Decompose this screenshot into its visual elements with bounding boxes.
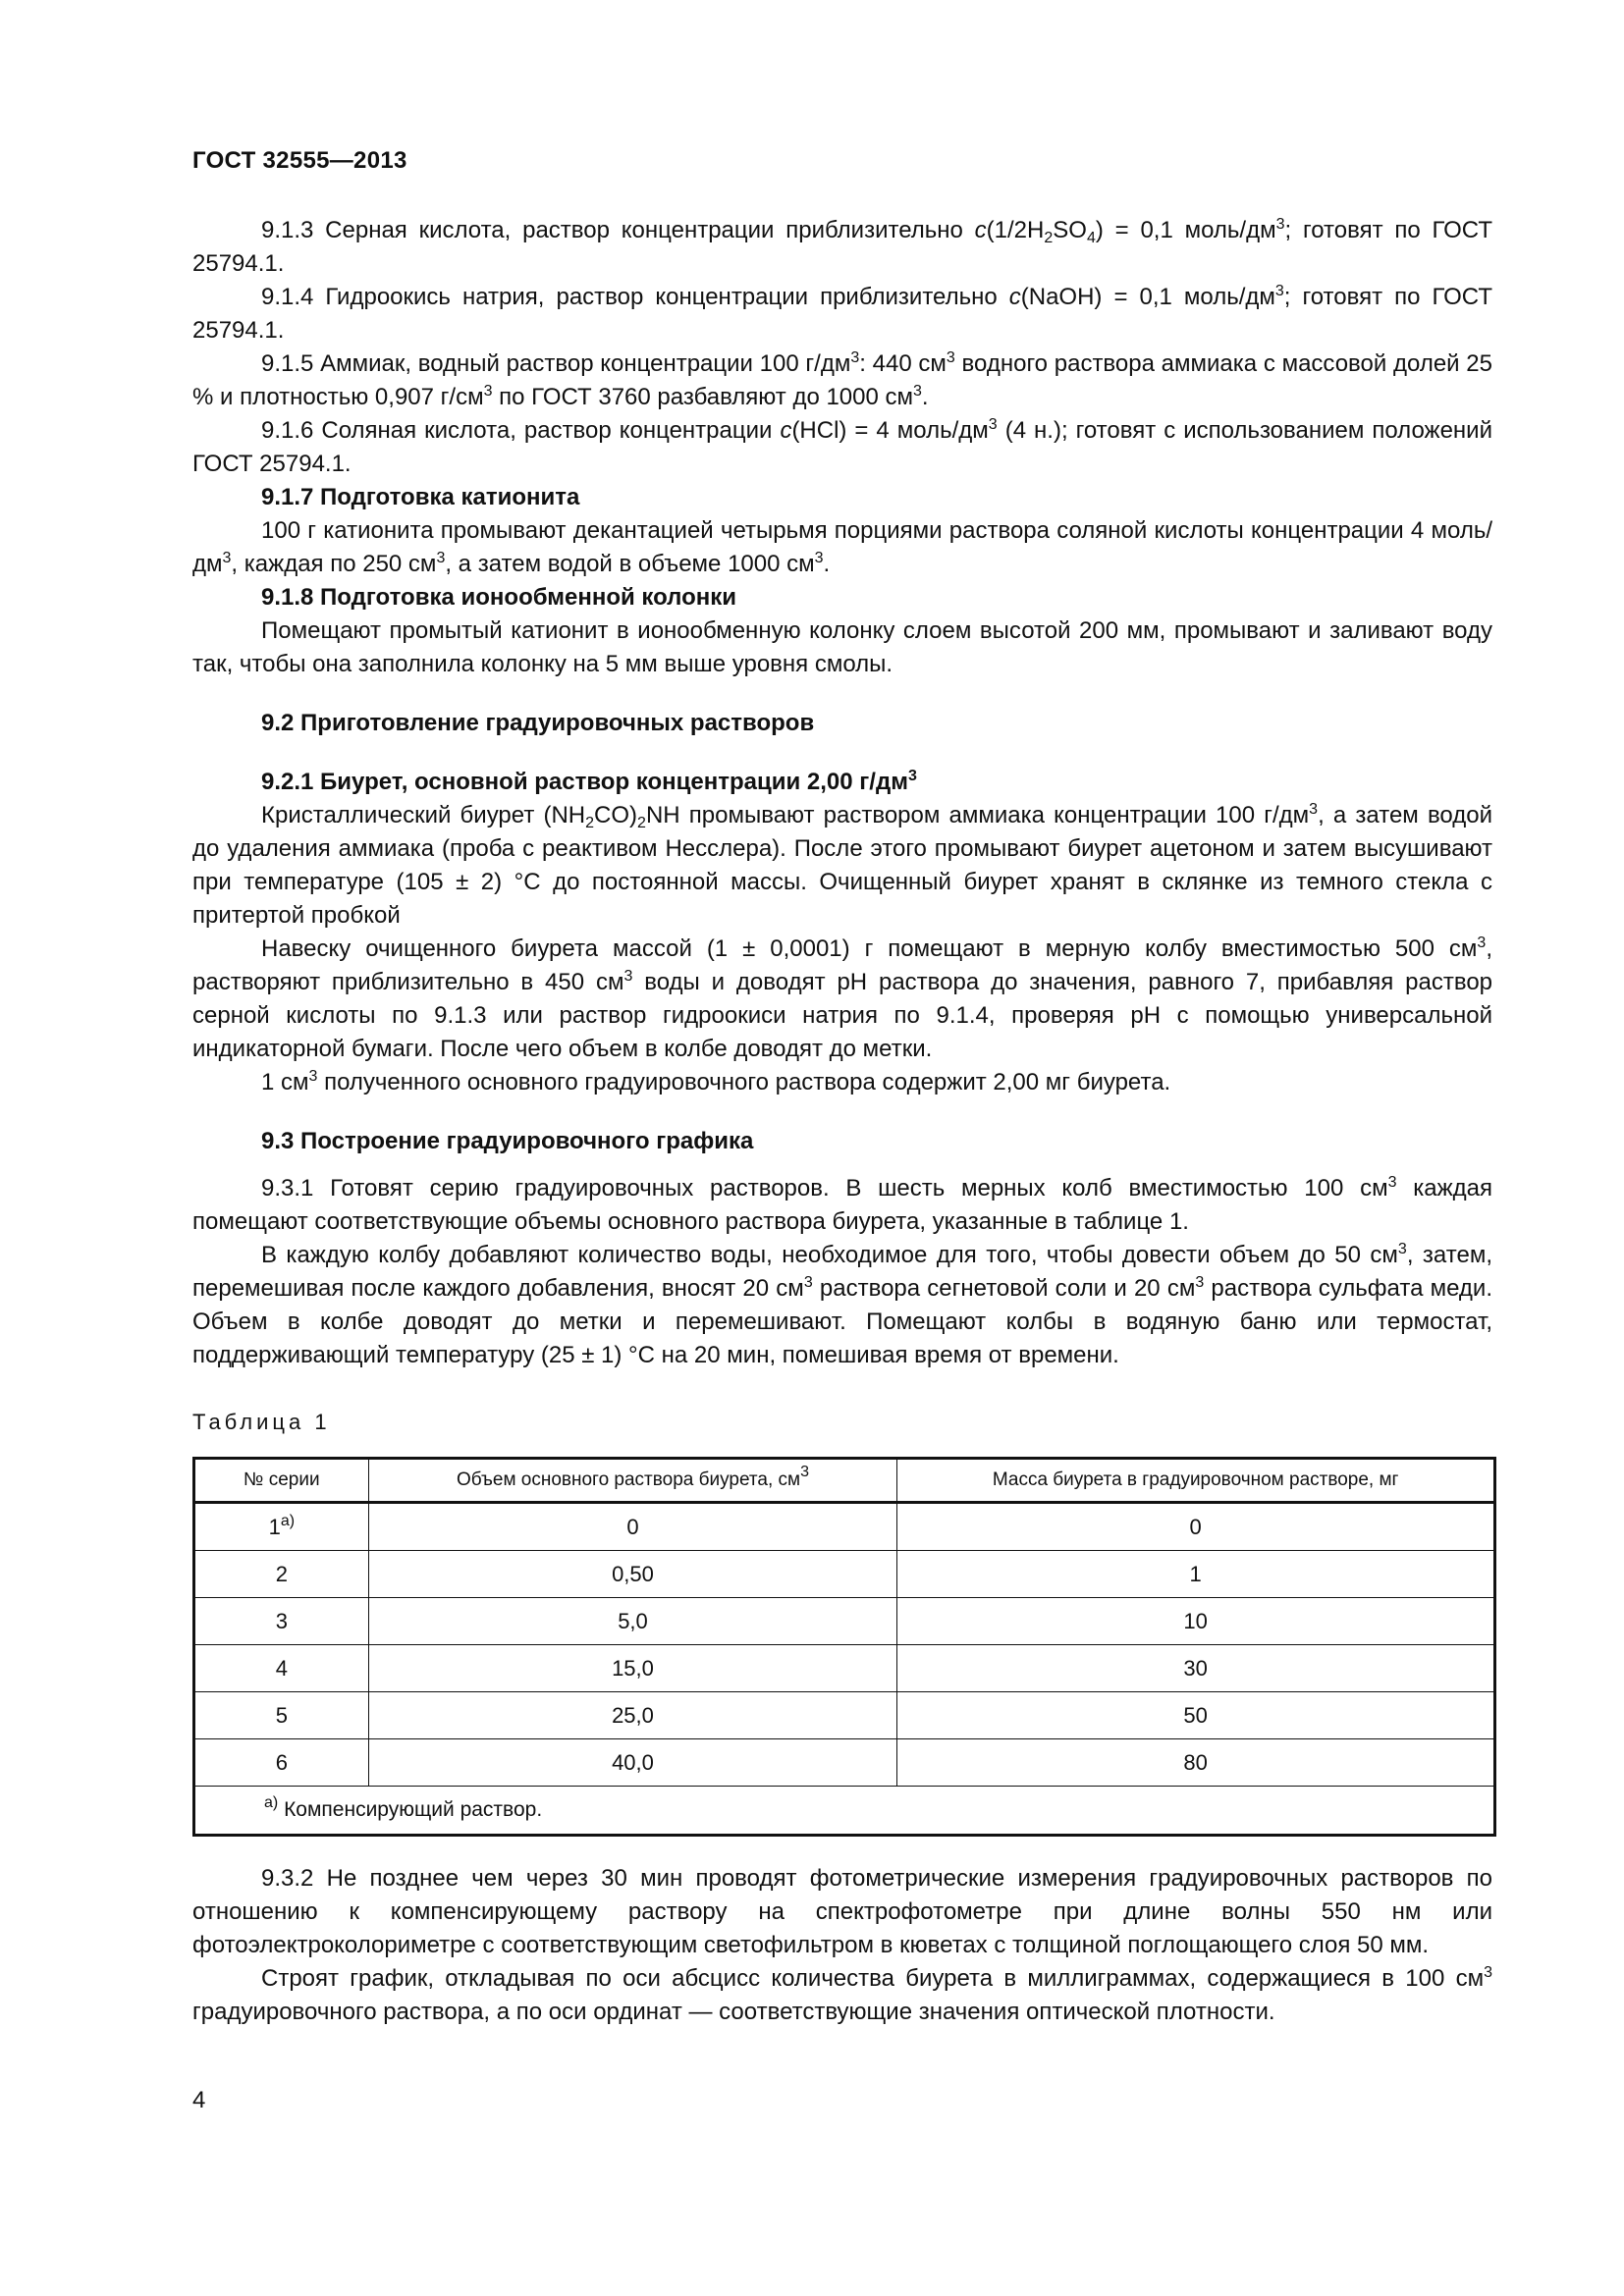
cell-mass: 10: [897, 1598, 1495, 1645]
cell-series: 6: [194, 1739, 369, 1787]
cell-volume: 0: [368, 1503, 897, 1551]
data-table: [192, 1457, 1496, 1837]
cell-series: 4: [194, 1645, 369, 1692]
table-header-row: [194, 1459, 1495, 1503]
paragraph-9-1-5: 9.1.5 Аммиак, водный раствор концентрации 100 $г/дм^3$: 440 $см^3$ водного раствора аммиака с массовой долей 25 % и плотностью 0,907 $г/см^3$ по ГОСТ 3760 разбавляют до 1000 $см^3$.: [192, 349, 1492, 410]
table-footnote-row: [194, 1787, 1495, 1836]
heading-9-2-1: 9.2.1 Биурет, основной раствор концентрации 2,00 $г/дм^3$: [261, 768, 917, 795]
cell-mass: 30: [897, 1645, 1495, 1692]
paragraph-9-1-6: 9.1.6 Соляная кислота, раствор концентрации c(HCl) = 4 моль/$дм^3$ (4 н.); готовят с использованием положений ГОСТ 25794.1.: [192, 416, 1492, 477]
heading-9-3: 9.3 Построение градуировочного графика: [261, 1128, 754, 1154]
column-header-mass: Масса биурета в градуировочном растворе, мг: [897, 1459, 1495, 1503]
document-header: ГОСТ 32555—2013: [192, 147, 407, 174]
cell-volume: 40,0: [368, 1739, 897, 1787]
cell-volume: 25,0: [368, 1692, 897, 1739]
heading-9-1-7: 9.1.7 Подготовка катионита: [261, 484, 580, 510]
table-row: [194, 1739, 1495, 1787]
cell-volume: 0,50: [368, 1551, 897, 1598]
paragraph-9-1-4: 9.1.4 Гидроокись натрия, раствор концентрации приблизительно c(NaOH) = 0,1 моль/$дм^3$; готовят по ГОСТ 25794.1.: [192, 283, 1492, 344]
table-row: [194, 1692, 1495, 1739]
cell-mass: 0: [897, 1503, 1495, 1551]
paragraph-9-3-1-b: В каждую колбу добавляют количество воды, необходимое для того, чтобы довести объем до 50 $см^3$, затем, перемешивая после каждого добавления, вносят 20 $см^3$ раствора сегнетовой соли и 20 $см^3$ раствора сульфата меди. Объем в колбе доводят до метки и перемешивают. Помещают колбы в водяную баню или термостат, поддерживающий температуру (25 ± 1) °С на 20 мин, помешивая время от времени.: [192, 1241, 1493, 1368]
cell-series: $1^{а)}$: [194, 1503, 369, 1551]
cell-series: 2: [194, 1551, 369, 1598]
table-row: [194, 1645, 1495, 1692]
column-header-volume: Объем основного раствора биурета, $см^3$: [368, 1459, 897, 1503]
cell-series: 5: [194, 1692, 369, 1739]
cell-mass: 80: [897, 1739, 1495, 1787]
paragraph-9-1-3: 9.1.3 Серная кислота, раствор концентрации приблизительно $c(1/2H_2SO_4) = 0,1$ моль/$дм^3$; готовят по ГОСТ 25794.1.: [192, 216, 1492, 277]
paragraph-9-1-7: 100 г катионита промывают декантацией четырьмя порциями раствора соляной кислоты концентрации 4 моль/$дм^3$, каждая по 250 $см^3$, а затем водой в объеме 1000 $см^3$.: [192, 517, 1492, 577]
paragraph-9-1-8: Помещают промытый катионит в ионообменную колонку слоем высотой 200 мм, промывают и заливают воду так, чтобы она заполнила колонку на 5 мм выше уровня смолы.: [192, 617, 1492, 677]
paragraph-9-3-2-b: Строят график, откладывая по оси абсцисс количества биурета в миллиграммах, содержащиеся в 100 $см^3$ градуировочного раствора, а по оси ординат — соответствующие значения оптической плотности.: [192, 1964, 1492, 2025]
cell-volume: 15,0: [368, 1645, 897, 1692]
table-row: [194, 1503, 1495, 1551]
heading-9-1-8: 9.1.8 Подготовка ионообменной колонки: [261, 584, 737, 611]
document-page: [192, 147, 1492, 2029]
cell-volume: 5,0: [368, 1598, 897, 1645]
table-caption: Таблица 1: [192, 1410, 331, 1434]
paragraph-9-2-1-a: Кристаллический биурет $(NH_2CO)_2NH$ промывают раствором аммиака концентрации 100 $г/дм^3$, а затем водой до удаления аммиака (проба с реактивом Несслера). После этого промывают биурет ацетоном и затем высушивают при температуре (105 ± 2) °С до постоянной массы. Очищенный биурет хранят в склянке из темного стекла с притертой пробкой: [192, 801, 1493, 929]
table-row: [194, 1598, 1495, 1645]
column-header-series: № серии: [194, 1459, 369, 1503]
table-row: [194, 1551, 1495, 1598]
heading-9-2: 9.2 Приготовление градуировочных растворов: [261, 710, 815, 736]
page-number: 4: [192, 2087, 206, 2113]
paragraph-9-3-2: 9.3.2 Не позднее чем через 30 мин проводят фотометрические измерения градуировочных растворов по отношению к компенсирующему раствору на спектрофотометре при длине волны 550 нм или фотоэлектроколориметре с соответствующим светофильтром в кюветах с толщиной поглощающего слоя 50 мм.: [192, 1865, 1492, 1958]
cell-mass: 1: [897, 1551, 1495, 1598]
cell-series: 3: [194, 1598, 369, 1645]
table-footnote: $^{а)}$ Компенсирующий раствор.: [194, 1787, 1495, 1836]
paragraph-9-3-1-a: 9.3.1 Готовят серию градуировочных растворов. В шесть мерных колб вместимостью 100 $см^3$ каждая помещают соответствующие объемы основного раствора биурета, указанные в таблице 1.: [192, 1174, 1492, 1235]
cell-mass: 50: [897, 1692, 1495, 1739]
paragraph-9-2-1-b: Навеску очищенного биурета массой (1 ± 0,0001) г помещают в мерную колбу вместимостью 500 $см^3$, растворяют приблизительно в 450 $см^3$ воды и доводят pH раствора до значения, равного 7, прибавляя раствор серной кислоты по 9.1.3 или раствор гидроокиси натрия по 9.1.4, проверяя pH с помощью универсальной индикаторной бумаги. После чего объем в колбе доводят до метки.: [192, 934, 1493, 1062]
paragraph-9-2-1-c: 1 $см^3$ полученного основного градуировочного раствора содержит 2,00 мг биурета.: [261, 1068, 1171, 1095]
